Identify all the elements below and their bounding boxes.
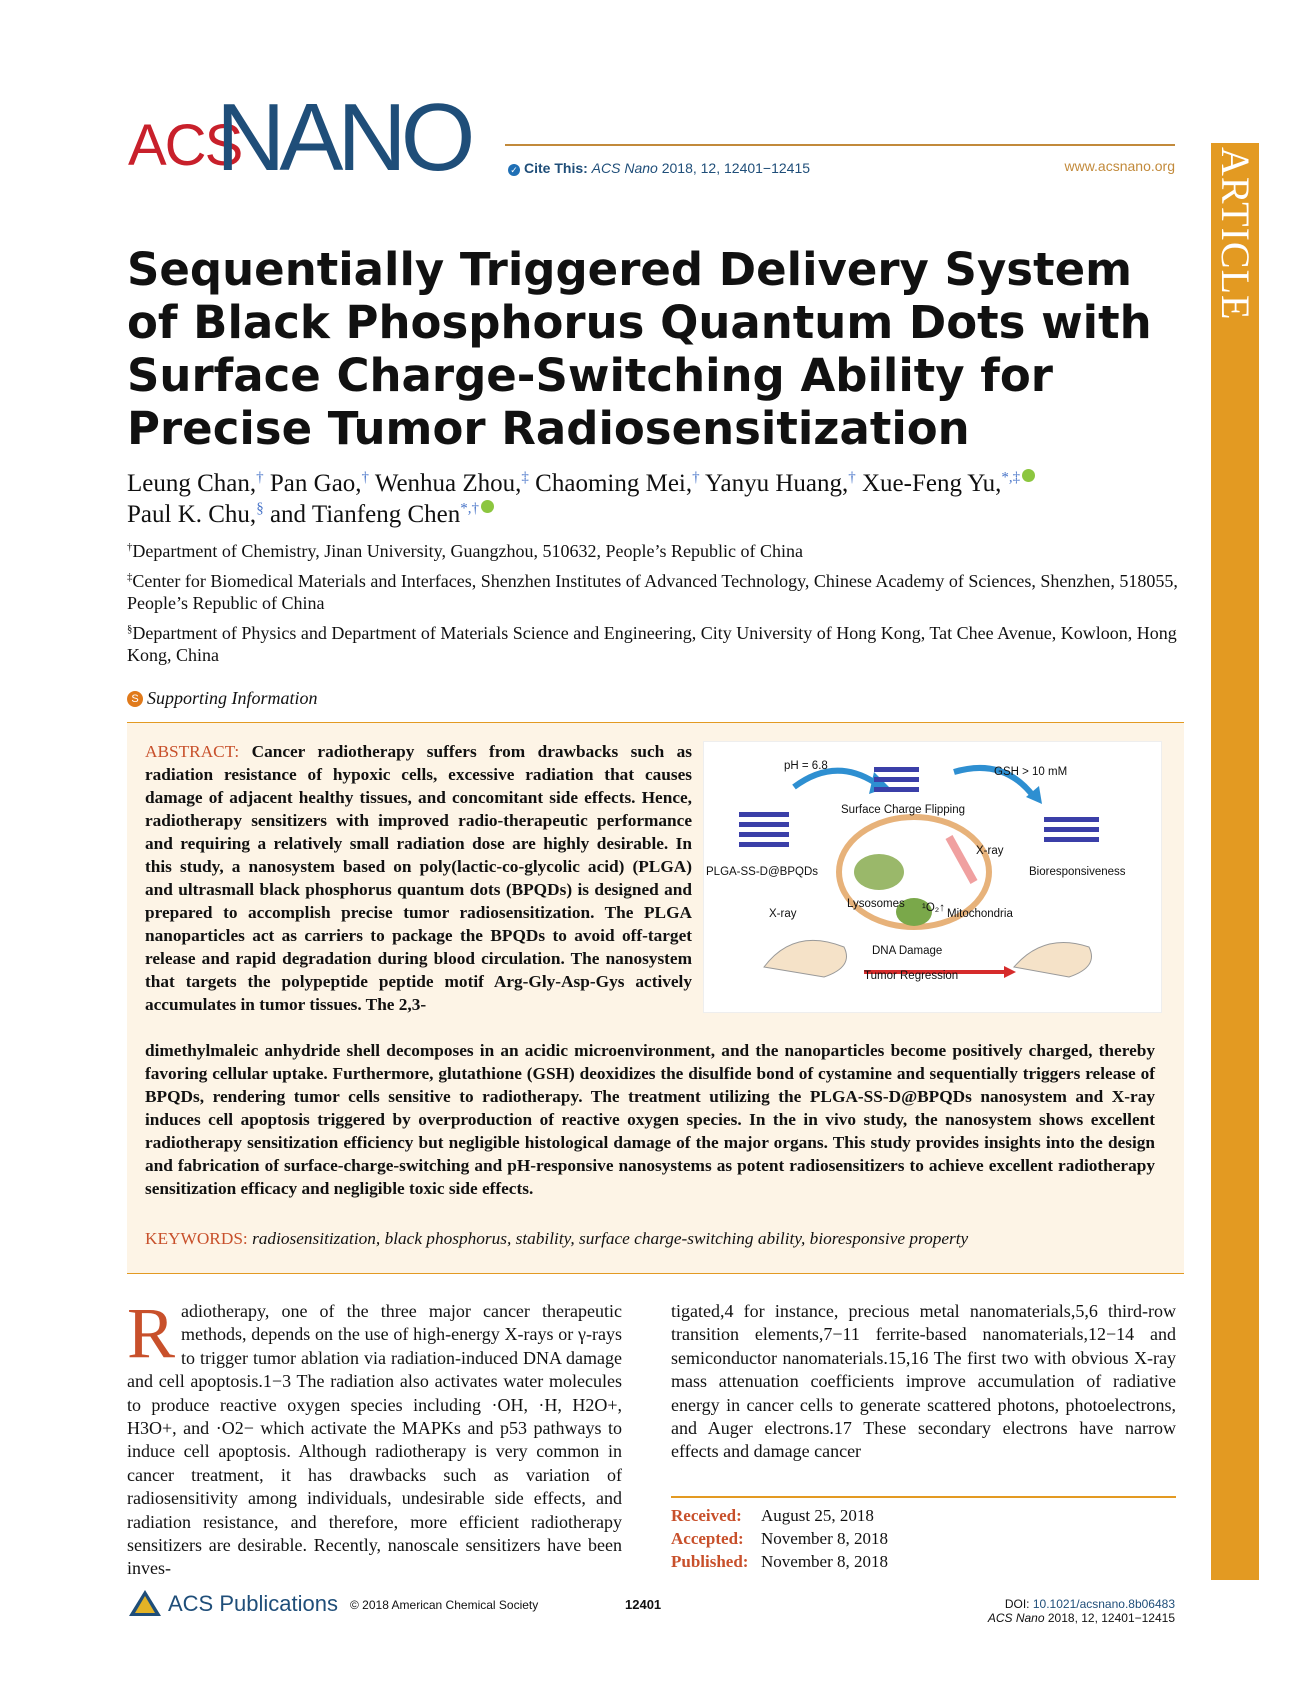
publication-dates (671, 1504, 1176, 1573)
abstract-text: ABSTRACT: Cancer radiotherapy suffers from drawbacks such as radiation resistance of hypoxic cells, excessive radiation that causes damage of adjacent healthy tissues, and concomitant side effects. Hence, radiotherapy sensitizers with improved radio-therapeutic performance and requiring a relatively small radiation dose are highly desirable. In this study, a nanosystem based on poly(lactic-co-glycolic acid) (PLGA) and ultrasmall black phosphorus quantum dots (BPQDs) is designed and prepared to accomplish precise tumor radiosensitization. The PLGA nanoparticles act as carriers to package the BPQDs to avoid off-target release and rapid degradation during blood circulation. The nanosystem that targets the polypeptide peptide motif Arg-Gly-Asp-Gys actively accumulates in tumor tissues. The 2,3- (145, 742, 692, 1014)
author: Xue-Feng Yu,*,‡ (862, 470, 1035, 497)
doi-block: DOI: 10.1021/acsnano.8b06483 ACS Nano 2018, 12, 12401−12415 (987, 1597, 1175, 1625)
journal-url-link[interactable]: www.acsnano.org (1064, 158, 1175, 174)
fig-plga-label: PLGA-SS-D@BPQDs (706, 866, 819, 878)
fig-ph-label: pH = 6.8 (784, 760, 828, 772)
fig-mito-label: Mitochondria (947, 908, 1013, 920)
date-received: Received: August 25, 2018 (671, 1506, 874, 1525)
fig-dna-label: DNA Damage (872, 945, 943, 957)
cite-this[interactable]: ✓ Cite This: ACS Nano 2018, 12, 12401−12415 (508, 160, 810, 176)
keywords: KEYWORDS: radiosensitization, black phosphorus, stability, surface charge-switching ability, bioresponsive property (145, 1229, 969, 1248)
fig-xray-label: X-ray (976, 845, 1004, 857)
doi-link[interactable]: 10.1021/acsnano.8b06483 (1032, 1597, 1175, 1611)
copyright: © 2018 American Chemical Society (350, 1598, 539, 1612)
orcid-icon[interactable] (481, 500, 494, 513)
author: Yanyu Huang,† (704, 469, 856, 497)
fig-tumor-label: Tumor Regression (864, 970, 959, 982)
fig-bio-label: Bioresponsiveness (1029, 866, 1126, 878)
fig-xray-label: X-ray (769, 908, 797, 920)
publisher-name[interactable]: ACS Publications (168, 1591, 338, 1616)
dates-rule (671, 1496, 1176, 1498)
date-accepted: Accepted: November 8, 2018 (671, 1529, 889, 1548)
author: Paul K. Chu,§ (127, 500, 264, 528)
check-icon: ✓ (508, 164, 520, 176)
affiliation: †Department of Chemistry, Jinan University, Guangzhou, 510632, People’s Republic of China (127, 541, 803, 561)
acs-publications-icon (127, 1588, 163, 1618)
header-rule (505, 144, 1175, 146)
affiliation: ‡Center for Biomedical Materials and Interfaces, Shenzhen Institutes of Advanced Technology, Chinese Academy of Sciences, Shenzhen, 518055, People’s Republic of China (127, 571, 1178, 613)
body-column-right: tigated,4 for instance, precious metal nanomaterials,5,6 third-row transition elements,7−11 ferrite-based nanomaterials,12−14 and semiconductor nanomaterials.15,16 The first two with obvious X-ray mass attenuation coefficients improve accumulation of radiative energy in cancer cells to generate scattered photons, photoelectrons, and Auger electrons.17 These secondary electrons have narrow effects and damage cancer (671, 1301, 1176, 1462)
orcid-icon[interactable] (1022, 469, 1035, 482)
fig-lyso-label: Lysosomes (847, 898, 905, 910)
acs-logo-text: ACS (128, 113, 242, 178)
fig-gsh-label: GSH > 10 mM (994, 766, 1068, 778)
body-column-left: Radiotherapy, one of the three major cancer therapeutic methods, depends on the use of high-energy X-rays or γ-rays to trigger tumor ablation via radiation-induced DNA damage and cell apoptosis.1−3 The radiation also activates water molecules to produce reactive oxygen species including ·OH, ·H, H2O+, H3O+, and ·O2− which activate the MAPKs and p53 pathways to induce cell apoptosis. Although radiotherapy is very common in cancer treatment, it has drawbacks such as variation of radiosensitivity among individuals, undesirable side effects, and radiation resistance, and therefore, more efficient radiotherapy sensitizers are desirable. Recently, nanoscale sensitizers have been inves- (127, 1293, 622, 1579)
drop-cap: R (127, 1293, 176, 1373)
supporting-info-link[interactable]: Supporting Information (147, 688, 318, 708)
supporting-info-icon: S (127, 691, 143, 707)
keywords-label: KEYWORDS: (145, 1229, 248, 1248)
fig-flip-label: Surface Charge Flipping (841, 804, 966, 816)
author: Wenhua Zhou,‡ (374, 469, 529, 497)
author: and Tianfeng Chen*,† (270, 501, 494, 528)
fig-o2-label: ¹O₂↑ (922, 902, 945, 914)
cite-journal: ACS Nano (591, 160, 658, 176)
date-published: Published: November 8, 2018 (671, 1552, 889, 1571)
page-number: 12401 (625, 1597, 662, 1612)
article-title: Sequentially Triggered Delivery System of Black Phosphorus Quantum Dots with Surface Charge-Switching Ability for Precise Tumor Radiosensitization (127, 243, 1152, 455)
author: Chaoming Mei,† (535, 469, 700, 497)
author-list (127, 468, 1187, 530)
nano-logo-text: NANO (216, 84, 470, 191)
author: Leung Chan,† (127, 469, 264, 497)
cite-citation: 2018, 12, 12401−12415 (661, 160, 811, 176)
toc-graphic (703, 741, 1162, 1013)
abstract-text-continued: dimethylmaleic anhydride shell decomposes in an acidic microenvironment, and the nanoparticles become positively charged, thereby favoring cellular uptake. Furthermore, glutathione (GSH) deoxidizes the disulfide bond of cystamine and sequentially triggers release of BPQDs, rendering tumor cells sensitive to radiotherapy. The treatment utilizing the PLGA-SS-D@BPQDs nanosystem and X-ray induces cell apoptosis triggered by overproduction of reactive oxygen species. In the in vivo study, the nanosystem shows excellent radiotherapy sensitization efficiency but negligible histological damage of the major organs. This study provides insights into the design and fabrication of surface-charge-switching and pH-responsive nanosystems as potent radiosensitizers to achieve excellent radiotherapy sensitization efficacy and negligible toxic side effects. (145, 1041, 1155, 1198)
affiliation: §Department of Physics and Department of Materials Science and Engineering, City University of Hong Kong, Tat Chee Avenue, Kowloon, Hong Kong, China (127, 623, 1177, 665)
article-side-label: ARTICLE (1213, 147, 1258, 321)
abstract-label: ABSTRACT: (145, 742, 240, 761)
author: Pan Gao,† (269, 469, 370, 497)
